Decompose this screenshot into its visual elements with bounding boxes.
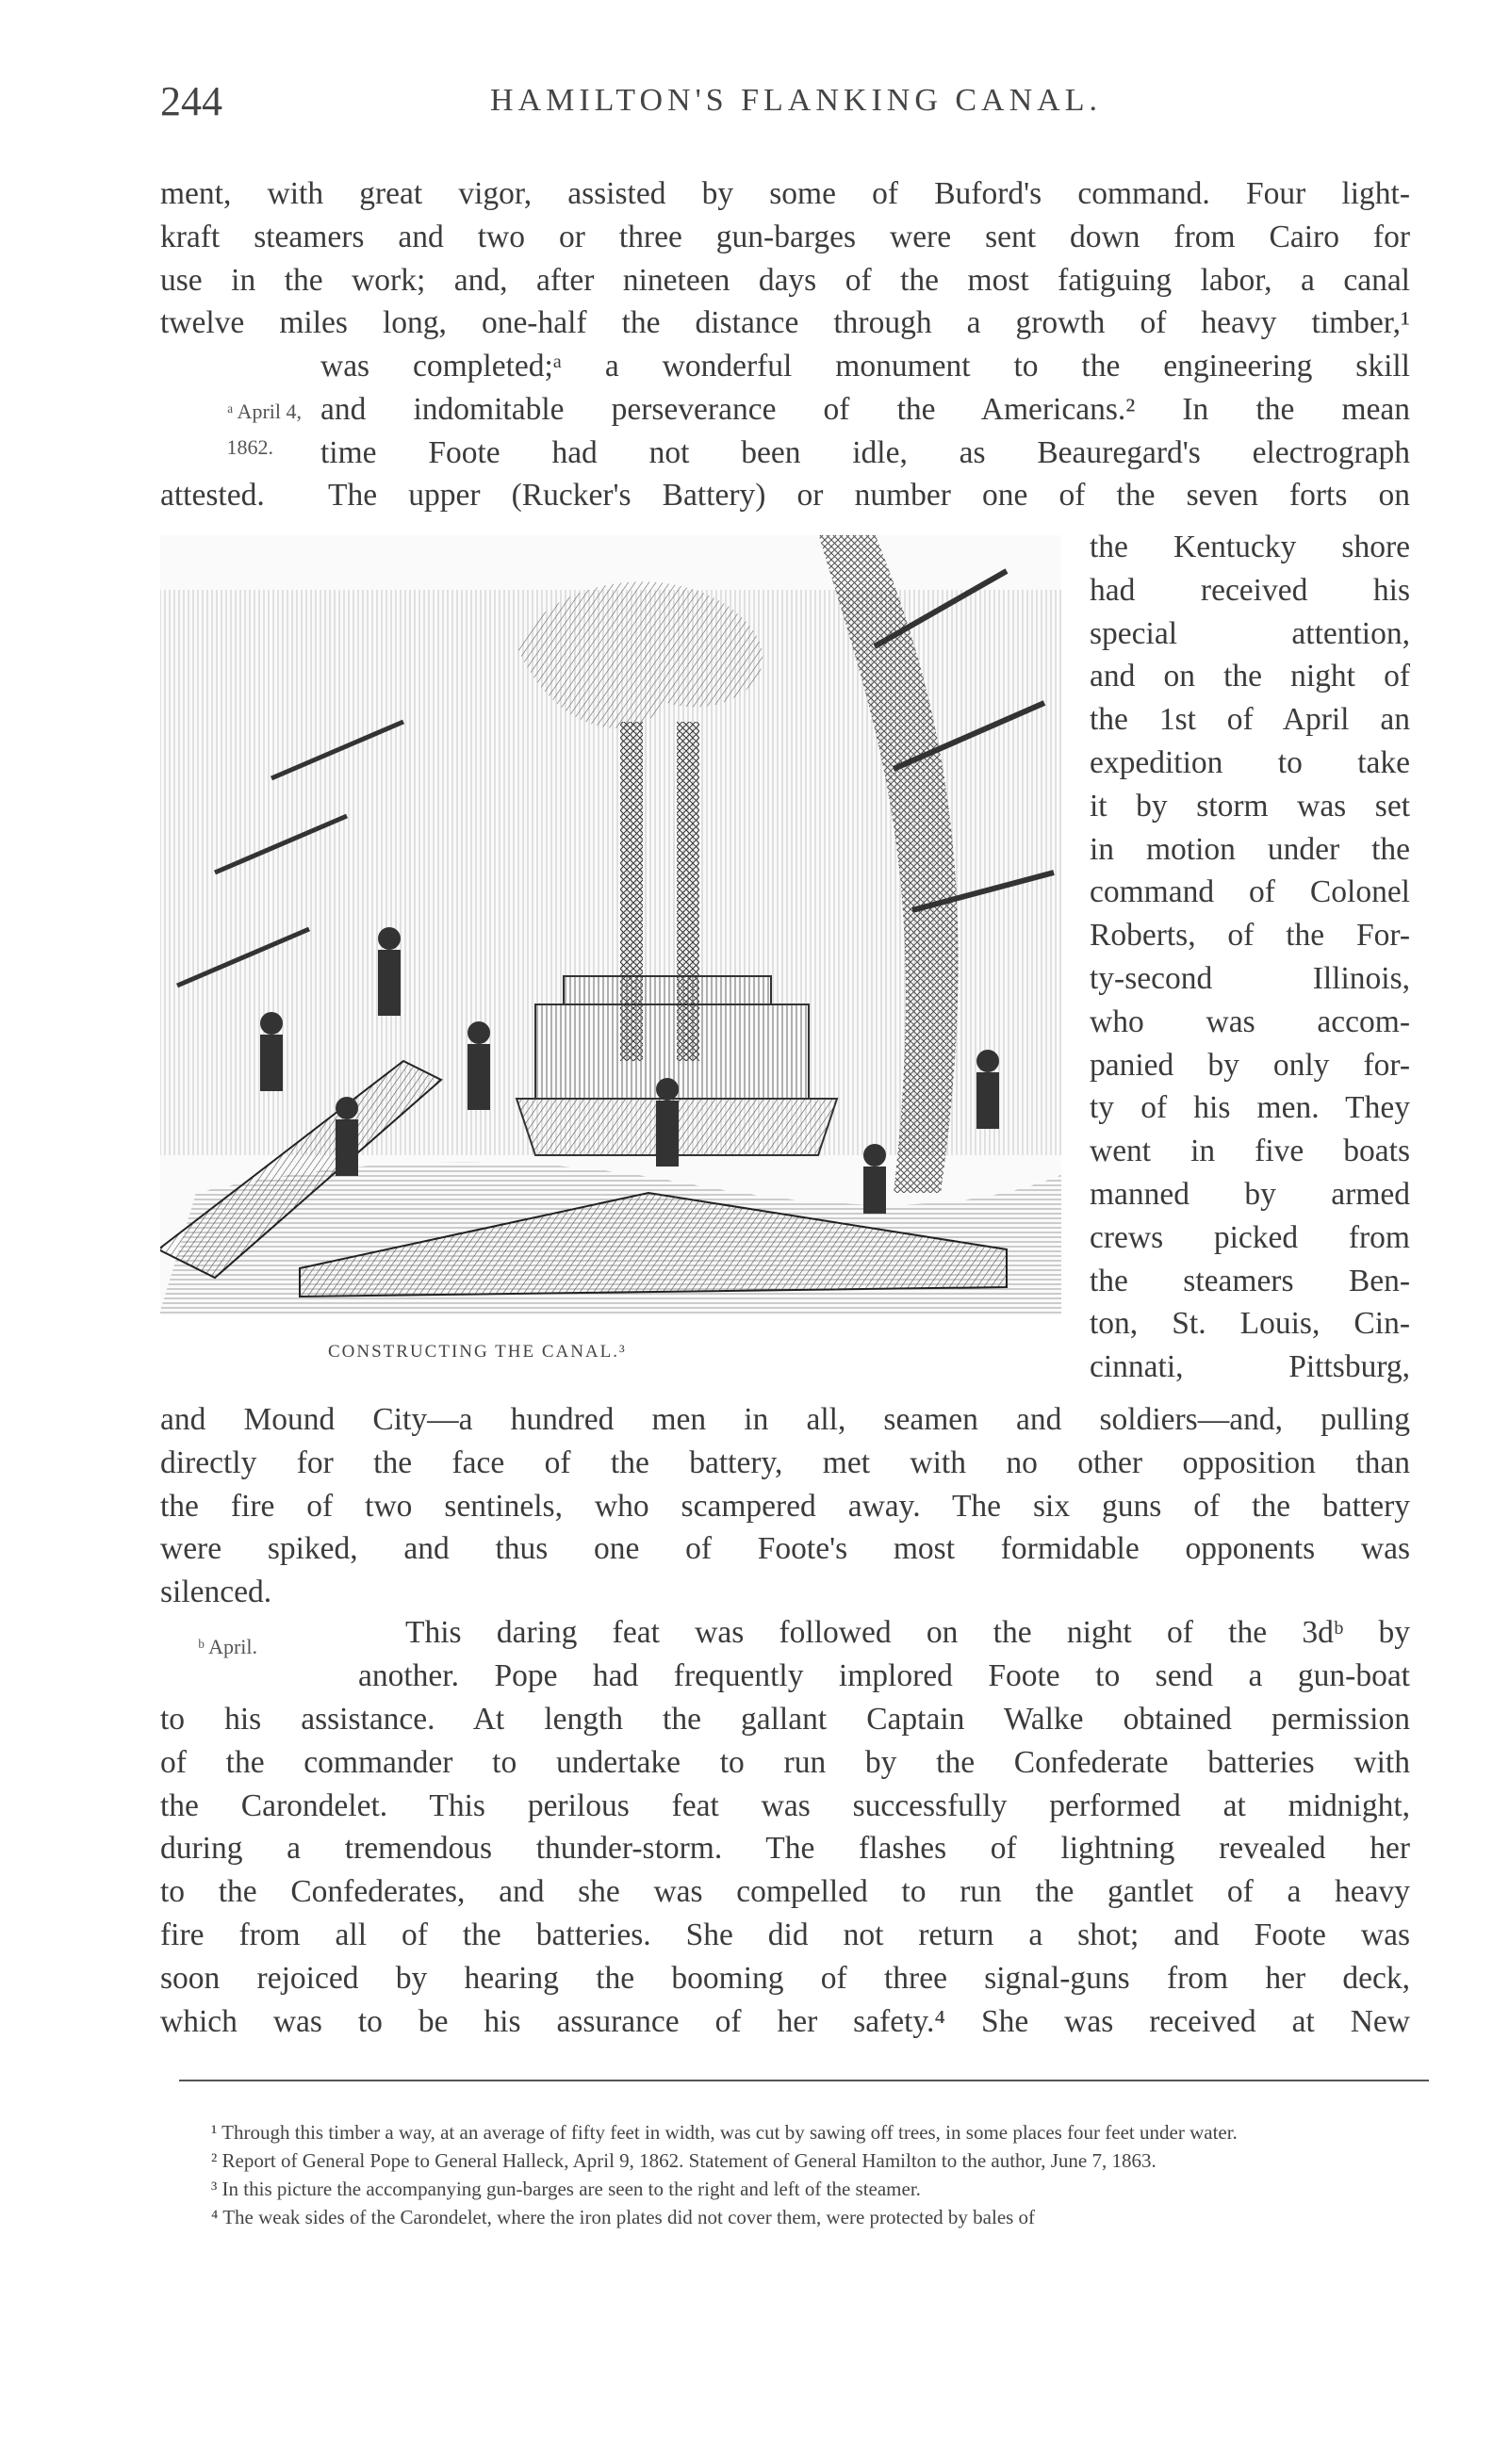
text-line: during a tremendous thunder-storm. The flashes of lightning revealed her (160, 1831, 1410, 1867)
text-line: ton, St. Louis, Cin- (1090, 1306, 1410, 1342)
text-line: was completed;ᵃ a wonderful monument to the engineering skill (320, 349, 1410, 383)
text-line: fire from all of the batteries. She did not return a shot; and Foote was (160, 1917, 1410, 1952)
text-line: command of Colonel (1090, 874, 1410, 910)
text-line: twelve miles long, one-half the distance through a growth of heavy timber,¹ (160, 305, 1410, 341)
text-line: kraft steamers and two or three gun-barges were sent down from Cairo for (160, 219, 1410, 254)
paragraph-opening (160, 172, 1410, 345)
text-line: which was to be his assurance of her safety.⁴ She was received at New (160, 2003, 1410, 2039)
paragraph-indented (320, 345, 1410, 474)
text-line: directly for the face of the battery, met with no other opposition than (160, 1444, 1410, 1480)
text-line: cinnati, Pittsburg, (1090, 1349, 1410, 1385)
text-line: the 1st of April an (1090, 702, 1410, 738)
engraving-illustration (158, 533, 1063, 1317)
text-line: to the Confederates, and she was compelled to run the gantlet of a heavy (160, 1874, 1410, 1910)
text-line: the Carondelet. This perilous feat was successfully performed at midnight, (160, 1787, 1410, 1823)
paragraph-continuation (160, 1398, 1410, 1614)
margin-note-april: ᵇ April. (198, 1635, 258, 1658)
text-line: Roberts, of the For- (1090, 918, 1410, 954)
text-line: the fire of two sentinels, who scampered away. The six guns of the battery (160, 1488, 1410, 1524)
running-head: HAMILTON'S FLANKING CANAL. (490, 83, 1102, 118)
footnote-2: ² Report of General Pope to General Halleck, April 9, 1862. Statement of General Hamilton to the author, June 7, 1863. (211, 2149, 1157, 2172)
text-line: use in the work; and, after nineteen days of the most fatiguing labor, a canal (160, 262, 1410, 298)
text-line: soon rejoiced by hearing the booming of three signal-guns from her deck, (160, 1960, 1410, 1996)
footnotes (170, 2120, 1429, 2233)
text-line: manned by armed (1090, 1176, 1410, 1212)
text-line: silenced. (160, 1575, 272, 1610)
text-line: ty-second Illinois, (1090, 960, 1410, 996)
text-line: expedition to take (1090, 744, 1410, 780)
text-line: to his assistance. At length the gallant Captain Walke obtained permission (160, 1702, 1410, 1737)
illustration-caption: CONSTRUCTING THE CANAL.³ (328, 1342, 627, 1362)
text-line: the Kentucky shore (1090, 530, 1410, 564)
text-line: the steamers Ben- (1090, 1263, 1410, 1298)
text-line: and Mound City—a hundred men in all, seamen and soldiers—and, pulling (160, 1402, 1410, 1437)
text-column-right (1090, 526, 1410, 1389)
text-line: and on the night of (1090, 659, 1410, 694)
text-line: another. Pope had frequently implored Foote to send a gun-boat (358, 1658, 1410, 1693)
text-line: went in five boats (1090, 1134, 1410, 1169)
text-line: of the commander to undertake to run by the Confederate batteries with (160, 1744, 1410, 1780)
footnote-3: ³ In this picture the accompanying gun-barges are seen to the right and left of the steamer. (211, 2178, 921, 2200)
margin-note-date (160, 394, 302, 465)
canal-engraving (158, 533, 1063, 1317)
footnote-4: ⁴ The weak sides of the Carondelet, where the iron plates did not cover them, were protected by bales of (211, 2206, 1036, 2228)
text-line: in motion under the (1090, 831, 1410, 867)
text-attested: attested. (160, 478, 265, 513)
margin-note-line: ᵃ April 4, (227, 400, 302, 423)
text-line: time Foote had not been idle, as Beauregard's electrograph (320, 434, 1410, 470)
text-line: ment, with great vigor, assisted by some of Buford's command. Four light- (160, 176, 1410, 211)
text-line: This daring feat was followed on the night of the 3dᵇ by (405, 1615, 1410, 1650)
margin-note-line: 1862. (226, 435, 273, 459)
text-line: special attention, (1090, 615, 1410, 651)
text-line: it by storm was set (1090, 788, 1410, 824)
text-line: and indomitable perseverance of the Americans.² In the mean (320, 391, 1410, 427)
text-line: who was accom- (1090, 1004, 1410, 1039)
paragraph-carondelet (160, 1698, 1410, 2043)
text-line: ty of his men. They (1090, 1090, 1410, 1126)
text-line: had received his (1090, 572, 1410, 608)
text-line: panied by only for- (1090, 1047, 1410, 1083)
text-line-upper: The upper (Rucker's Battery) or number one of the seven forts on (328, 478, 1410, 513)
text-line: were spiked, and thus one of Foote's most formidable opponents was (160, 1531, 1410, 1567)
text-line: crews picked from (1090, 1219, 1410, 1255)
page-header (160, 77, 1414, 134)
footnote-divider (179, 2080, 1429, 2081)
footnote-1: ¹ Through this timber a way, at an average of fifty feet in width, was cut by sawing off trees, in some places four feet under water. (211, 2121, 1238, 2144)
page-number: 244 (160, 78, 222, 124)
